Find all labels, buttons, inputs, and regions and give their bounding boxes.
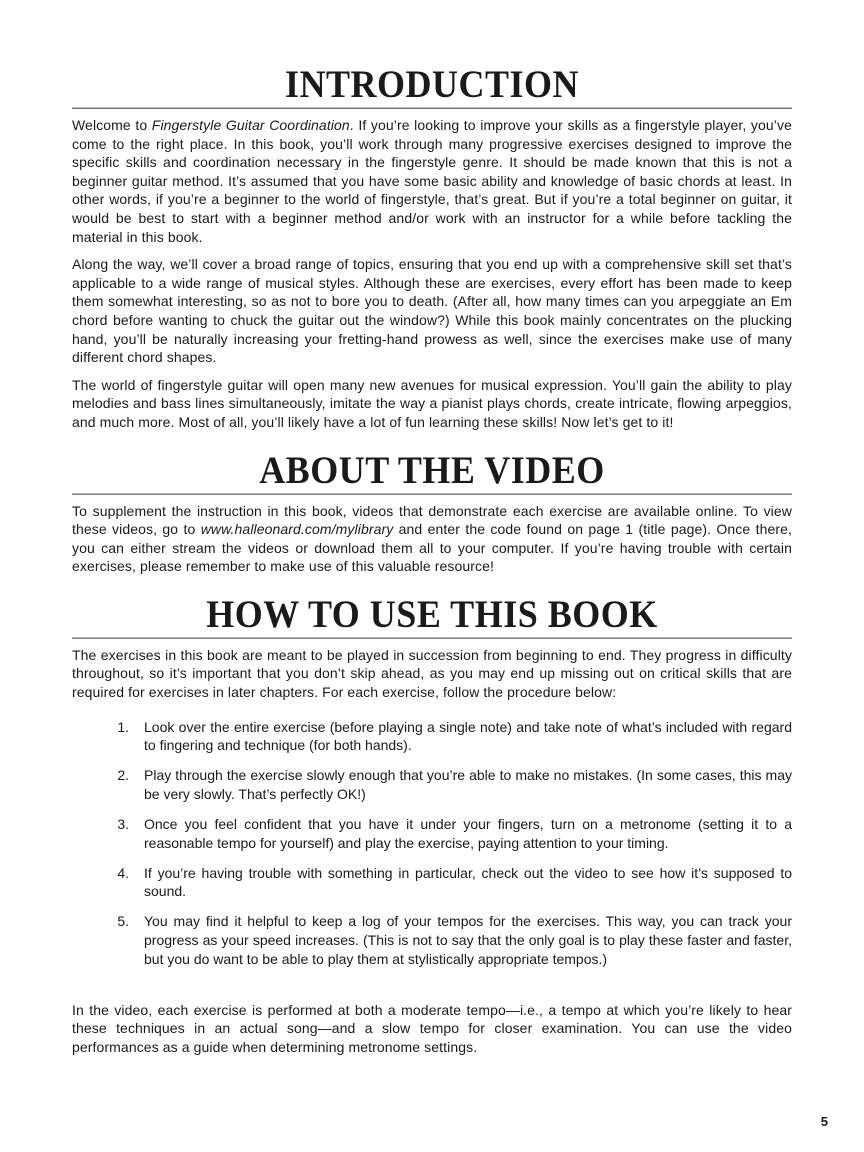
how-to-use-intro: The exercises in this book are meant to be played in succession from beginning to end. They progress in difficulty throughout, so it’s important that you don’t skip ahead, as you may end up missing out on critical skills that are required for exercises in later chapters. For each exercise, follow the procedure below:: [72, 646, 792, 701]
section-spacer: [72, 980, 792, 992]
step-text: Play through the exercise slowly enough that you’re able to make no mistakes. (In some cases, this may be very slowly. That’s perfectly OK!): [144, 767, 792, 802]
page-number: 5: [820, 1114, 828, 1129]
intro-p1-post: . If you’re looking to improve your skills as a fingerstyle player, you’ve come to the right place. In this book, you’ll work through many progressive exercises designed to improve the specific skills and coordination necessary in the fingerstyle genre. It should be made known that this is not a beginner guitar method. It’s assumed that you have some basic ability and knowledge of basic chords at least. In other words, if you’re a beginner to the world of fingerstyle, that’s great. But if you’re a total beginner on guitar, it would be best to start with a beginner method and/or work with an instructor for a while before tackling the material in this book.: [72, 117, 792, 245]
video-p-pre: To supplement the instruction in this book, videos that demonstrate each exercise are available online. To view these videos, go to: [72, 502, 792, 538]
list-item: [72, 864, 792, 901]
step-number: 5.: [117, 913, 129, 930]
intro-p1-pre: Welcome to: [72, 117, 152, 133]
step-number: 1.: [117, 718, 129, 735]
step-text: Once you feel confident that you have it under your fingers, turn on a metronome (setting it to a reasonable tempo for yourself) and play the exercise, paying attention to your timing.: [144, 816, 792, 851]
introduction-paragraph-3: The world of fingerstyle guitar will open many new avenues for musical expression. You’ll gain the ability to play melodies and bass lines simultaneously, imitate the way a pianist plays chords, create intricate, flowing arpeggios, and much more. Most of all, you’ll likely have a lot of fun learning these skills! Now let’s get to it!: [72, 376, 792, 430]
introduction-paragraph-1: [72, 116, 792, 246]
closing-paragraph: In the video, each exercise is performed at both a moderate tempo—i.e., a tempo at which you’re likely to hear these techniques in an actual song—and a slow tempo for closer examination. You can use the video performances as a guide when determining metronome settings.: [72, 1001, 792, 1055]
library-url: www.halleonard.com/mylibrary: [200, 521, 394, 538]
about-video-heading: ABOUT THE VIDEO: [72, 448, 792, 494]
step-number: 3.: [117, 816, 129, 833]
introduction-paragraph-2: Along the way, we’ll cover a broad range of topics, ensuring that you end up with a comprehensive skill set that’s applicable to a wide range of musical styles. Although these are exercises, every effort has been made to keep them somewhat interesting, so as not to bore you to death. (After all, how many times can you arpeggiate an Em chord before wanting to chuck the guitar out the window?) While this book mainly concentrates on the plucking hand, you’ll be naturally increasing your fretting-hand prowess as well, since the exercises make use of many different chord shapes.: [72, 256, 792, 366]
step-text: Look over the entire exercise (before playing a single note) and take note of what’s included with regard to fingering and technique (for both hands).: [144, 718, 792, 754]
step-text: You may find it helpful to keep a log of your tempos for the exercises. This way, you can track your progress as your speed increases. (This is not to say that the only goal is to play these faster and faster, but you do want to be able to play them at stylistically appropriate tempos.): [144, 913, 792, 967]
step-number: 4.: [117, 864, 129, 881]
introduction-heading: INTRODUCTION: [72, 62, 792, 108]
list-item: [72, 815, 792, 852]
section-spacer: [72, 576, 792, 594]
page-content: [72, 64, 792, 1056]
list-item: [72, 912, 792, 968]
section-spacer: [72, 432, 792, 450]
step-number: 2.: [117, 767, 129, 784]
list-item: [72, 718, 792, 755]
procedure-list: [72, 718, 792, 969]
video-p-post: and enter the code found on page 1 (title page). Once there, you can either stream the videos or download them all to your computer. If you’re having trouble with certain exercises, please remember to make use of this valuable resource!: [72, 521, 792, 575]
how-to-use-heading: HOW TO USE THIS BOOK: [72, 592, 792, 638]
about-video-paragraph: [72, 502, 792, 576]
list-item: [72, 766, 792, 803]
step-text: If you’re having trouble with something in particular, check out the video to see how it’s supposed to sound.: [144, 864, 792, 900]
book-title: Fingerstyle Guitar Coordination: [151, 117, 350, 133]
